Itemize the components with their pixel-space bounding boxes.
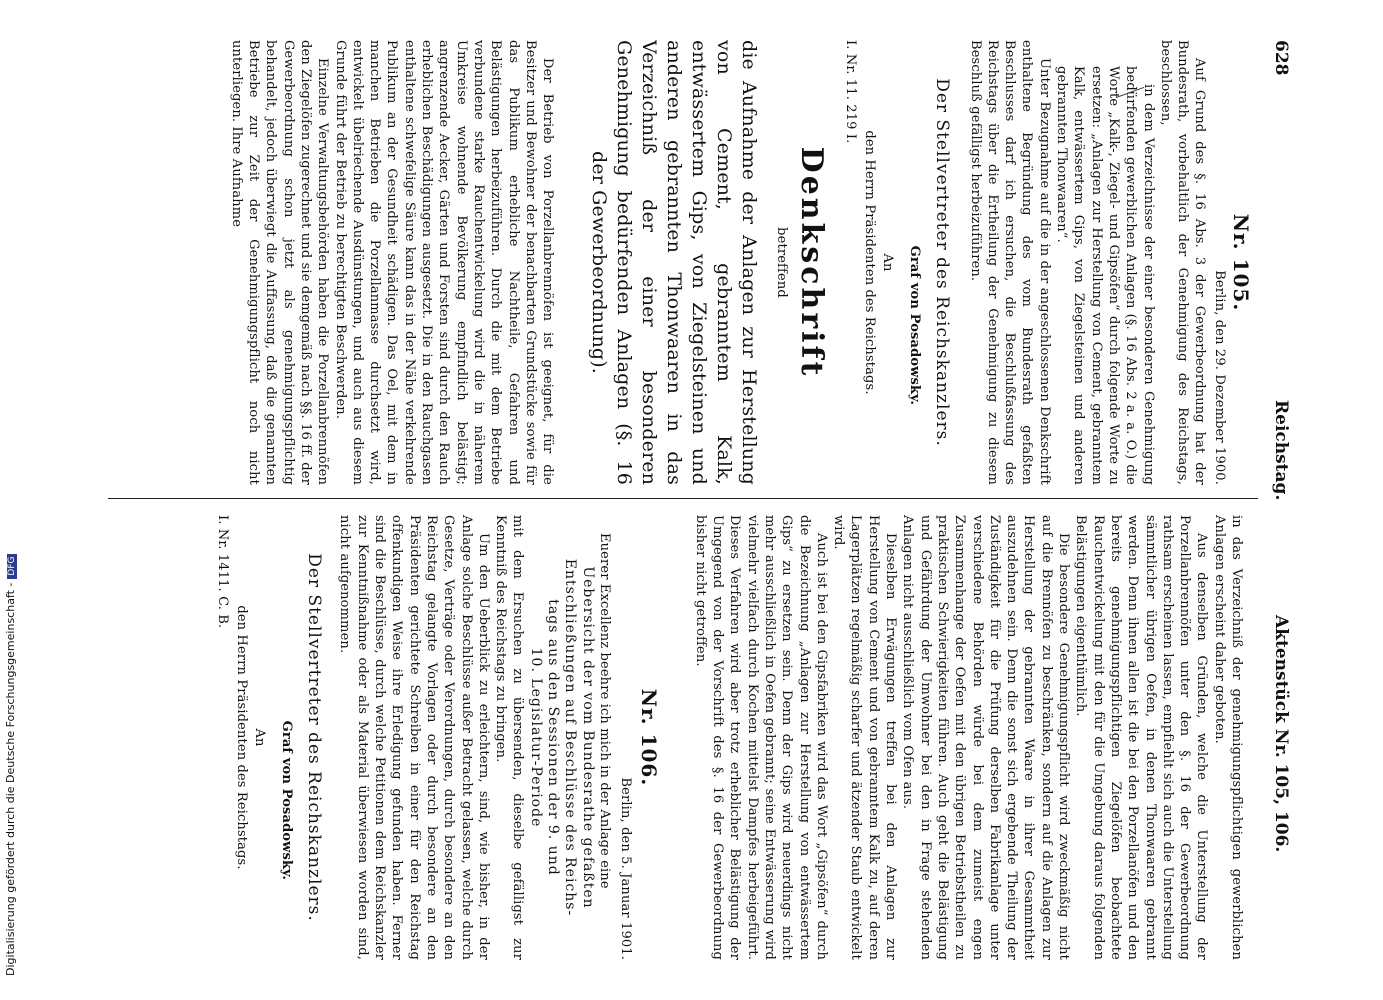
doc105-heading: Nr. 105.	[1229, 213, 1253, 312]
doc106-reference: I. Nr. 1411. C. B.	[214, 515, 230, 629]
dfg-logo: DFG	[7, 554, 17, 579]
doc106-date: Berlin, den 5. Januar 1901.	[618, 777, 634, 960]
running-title-right: Aktenstück Nr. 105, 106.	[1271, 615, 1291, 853]
denkschrift-title: Denkschrift	[793, 146, 829, 379]
column-right	[214, 515, 1255, 960]
doc105-para1: Auf Grund des §. 16 Abs. 3 der Gewerbeordnung hat der Bundesrath, vorbehaltlich der Genehmigung des Reichstags, beschlossen,	[1157, 40, 1208, 485]
running-title-left: Reichstag.	[1271, 400, 1291, 501]
doc105-addressee: den Herrn Präsidenten des Reichstags.	[862, 130, 878, 395]
doc105-signatory-name: Graf von Posadowsky.	[906, 245, 922, 405]
doc106-title-line-1: Uebersicht der vom Bundesrathe gefaßten	[579, 566, 596, 909]
denkschrift-betreffend: betreffend	[774, 227, 790, 298]
page-number: 628	[1271, 40, 1291, 76]
denkschrift-subject: die Aufnahme der Anlagen zur Herstellung von Cement, gebranntem Kalk, entwässertem Gips, von Ziegelsteinen und anderen gebrannten Thonwaaren in das Verzeichniß der einer besonderen Genehmigung bedürfenden Anlagen (§. 16 der Gewerbeordnung).	[588, 40, 761, 485]
column-divider	[108, 498, 1258, 499]
doc106-addressee-an: An	[251, 728, 267, 747]
doc106-heading: Nr. 106.	[637, 688, 662, 787]
doc106-para: Um den Ueberblick zu erleichtern, sind, wie bisher, in der Anlage solche Beschlüsse außer Betracht gelassen, welche durch Gesetze, Verträge oder Verordnungen, durch besondere an den Reichstag gelangte Vorlagen oder durch besondere an den Präsidenten gerichtete Schreiben in einer für den Reichstag offenkundigen Weise ihre Erledigung gefunden haben. Ferner sind die Beschlüsse, durch welche Petitionen dem Reichskanzler zur Kenntnißnahme oder als Material überwiesen worden sind, nicht aufgenommen.	[337, 515, 491, 960]
doc106-addressee: den Herrn Präsidenten des Reichstags.	[234, 605, 250, 870]
doc105-para2: in dem Verzeichnisse der einer besonderen Genehmigung bedürfenden gewerblichen Anlagen (§. 16 Abs. 2 a. a. O.) die Worte „Kalk-, Ziegel- und Gipsöfen“ durch folgende Worte zu ersetzen: „Anlagen zur Herstellung von Cement, gebranntem Kalk, entwässertem Gips, von Ziegelsteinen und anderen gebrannten Thonwaaren“.	[1054, 66, 1156, 485]
doc106-signatory-name: Graf von Posadowsky.	[278, 720, 294, 880]
doc106-title-line-3: tags aus den Sessionen der 9. und	[545, 599, 562, 876]
denkschrift-body2: Einzelne Verwaltungsbehörden haben die Porzellanbrennöfen den Ziegelöfen zugerechnet und sie demgemäß nach §§. 16 ff. der Gewerbeordnung schon jetzt als genehmigungspflichtig behandelt, jedoch überwiegt die Auffassung, daß die genannten Betriebe zur Zeit der Genehmigungspflicht noch nicht unterliegen. Ihre Aufnahme	[228, 40, 331, 485]
denkschrift-body1: Der Betrieb von Porzellanbrennöfen ist geeignet, für die Besitzer und Bewohner der benachbarten Grundstücke sowie für das Publikum erhebliche Nachtheile, Gefahren und Belästigungen herbeizuführen. Durch die mit dem Betriebe verbundene starke Rauchentwickelung wird die in näherem Umkreise wohnende Bevölkerung empfindlich belästigt; angrenzende Aecker, Gärten und Forsten sind durch den Rauch erheblichen Beschädigungen ausgesetzt. Die in den Rauchgasen enthaltene schwefelige Säure kann das in der Nähe verkehrende Publikum an der Gesundheit schädigen. Das Oel, mit dem in manchen Betrieben die Porzellanmasse durchsetzt wird, entwickelt übelriechende Ausdünstungen, und auch aus diesem Grunde führt der Betrieb zu berechtigten Beschwerden.	[332, 40, 556, 485]
denkschrift-body3: in das Verzeichniß der genehmigungspflichtigen gewerblichen Anlagen erscheint daher geboten.	[1211, 515, 1244, 960]
doc105-signatory-title: Der Stellvertreter des Reichskanzlers.	[932, 78, 953, 447]
doc105-addressee-an: An	[879, 253, 895, 272]
denkschrift-body5: Die besondere Genehmigungspflicht wird zweckmäßig nicht auf die Brennöfen zu beschränken, sondern auf die Anlagen zur Herstellung der gebrannten Waare in ihrer Gesammtheit auszudehnen sein. Denn die sonst sich ergebende Theilung der Zuständigkeit für die Prüfung derselben Fabrikanlage unter verschiedene Behörden würde bei dem zumeist engen Zusammenhange der Oefen mit den übrigen Betriebstheilen zu praktischen Schwierigkeiten führen. Auch geht die Belästigung und Gefährdung der Umwohner bei den in Frage stehenden Anlagen nicht ausschließlich vom Ofen aus.	[900, 515, 1072, 960]
doc106-title-line-4: 10. Legislatur-Periode	[527, 647, 544, 828]
doc106-after: mit dem Ersuchen zu übersenden, dieselbe gefälligst zur Kenntniß des Reichstags zu bringen.	[493, 515, 526, 960]
doc106-intro: Euerer Excellenz beehre ich mich in der Anlage eine	[596, 533, 612, 889]
denkschrift-body7: Auch ist bei den Gipsfabriken wird das Wort „Gipsöfen“ durch die Bezeichnung „Anlagen zur Herstellung von entwässertem Gips“ zu ersetzen sein. Denn der Gips wird neuerdings nicht mehr ausschließlich in Oefen gebrannt; seine Entwässerung wird vielmehr vielfach durch Kochen mittelst Dampfes herbeigeführt. Dieses Verfahren wird aber trotz erheblicher Belästigung der Umgegend von der Vorschrift des §. 16 der Gewerbeordnung bisher nicht getroffen.	[692, 515, 829, 960]
denkschrift-body6: Dieselben Erwägungen treffen bei den Anlagen zur Herstellung von Cement und von gebranntem Kalk zu, auf deren Lagerplätzen regelmäßig scharfer und ätzender Staub entwickelt wird.	[831, 515, 899, 960]
digitization-footer	[4, 16, 20, 976]
doc106-signatory-title: Der Stellvertreter des Reichskanzlers.	[304, 553, 325, 922]
footer-text: Digitalisierung gefördert durch die Deutsche Forschungsgemeinschaft -	[4, 582, 17, 976]
doc105-reference: I. Nr. 11. 219 I.	[843, 40, 859, 144]
doc105-date: Berlin, den 29. Dezember 1900.	[1211, 270, 1227, 485]
doc106-title-line-2: Entschließungen auf Beschlüsse des Reichs-	[562, 558, 579, 917]
column-left	[228, 40, 1255, 485]
denkschrift-body4: Aus denselben Gründen, welche die Unterstellung der Porzellanbrennöfen unter den §. 16 der Gewerbeordnung rathsam erscheinen lassen, empfiehlt sich auch die Unterstellung sämmtlicher übrigen Oefen, in denen Thonwaaren gebrannt werden. Denn ihnen allen ist die bei den Porzellanöfen und den bereits genehmigungspflichtigen Ziegelöfen beobachtete Rauchentwickelung mit den für die Umgebung daraus folgenden Belästigungen eigenthümlich.	[1073, 515, 1210, 960]
doc105-para3: Unter Bezugnahme auf die in der angeschlossenen Denkschrift enthaltene Begründung des vom Bundesrath gefaßten Beschlusses darf ich ersuchen, die Beschlußfassung des Reichstags über die Ertheilung der Genehmigung zu diesem Beschluß gefälligst herbeizuführen.	[967, 40, 1052, 485]
